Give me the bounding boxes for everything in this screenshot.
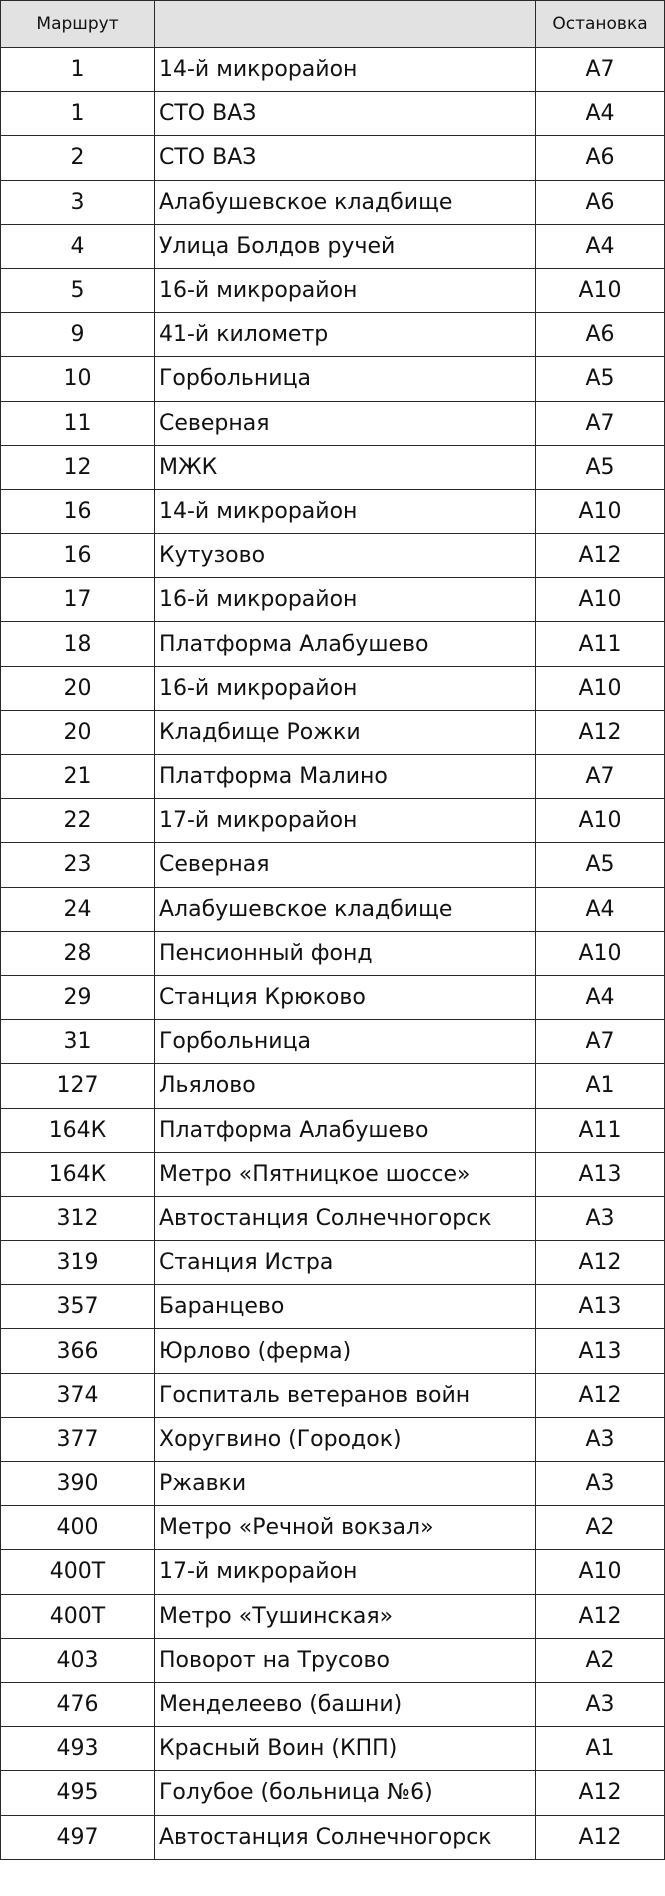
stop-cell: А3: [536, 1682, 665, 1726]
destination-cell: Пенсионный фонд: [155, 931, 536, 975]
table-row: [1, 136, 665, 180]
stop-cell: А4: [536, 224, 665, 268]
destination-cell: Платформа Алабушево: [155, 622, 536, 666]
stop-cell: А4: [536, 92, 665, 136]
stop-cell: А5: [536, 445, 665, 489]
destination-cell: МЖК: [155, 445, 536, 489]
destination-cell: Юрлово (ферма): [155, 1329, 536, 1373]
route-cell: 28: [1, 931, 155, 975]
stop-cell: А10: [536, 578, 665, 622]
destination-cell: Метро «Речной вокзал»: [155, 1506, 536, 1550]
column-header-route: Маршрут: [1, 1, 155, 48]
table-row: [1, 1152, 665, 1196]
destination-cell: Метро «Тушинская»: [155, 1594, 536, 1638]
destination-cell: Автостанция Солнечногорск: [155, 1815, 536, 1859]
route-cell: 21: [1, 755, 155, 799]
table-row: [1, 1417, 665, 1461]
stop-cell: А5: [536, 357, 665, 401]
stop-cell: А6: [536, 313, 665, 357]
destination-cell: Улица Болдов ручей: [155, 224, 536, 268]
table-row: [1, 445, 665, 489]
column-header-destination: [155, 1, 536, 48]
route-cell: 31: [1, 1020, 155, 1064]
route-cell: 319: [1, 1241, 155, 1285]
stop-cell: А2: [536, 1638, 665, 1682]
column-header-stop: Остановка: [536, 1, 665, 48]
destination-cell: Горбольница: [155, 1020, 536, 1064]
stop-cell: А3: [536, 1417, 665, 1461]
destination-cell: 14-й микрорайон: [155, 489, 536, 533]
table-row: [1, 534, 665, 578]
table-row: [1, 180, 665, 224]
stop-cell: А11: [536, 1108, 665, 1152]
route-cell: 127: [1, 1064, 155, 1108]
table-row: [1, 578, 665, 622]
stop-cell: А12: [536, 1771, 665, 1815]
destination-cell: Хоругвино (Городок): [155, 1417, 536, 1461]
table-row: [1, 1196, 665, 1240]
destination-cell: 17-й микрорайон: [155, 799, 536, 843]
route-cell: 17: [1, 578, 155, 622]
stop-cell: А4: [536, 975, 665, 1019]
route-cell: 3: [1, 180, 155, 224]
table-row: [1, 799, 665, 843]
table-header-row: [1, 1, 665, 48]
destination-cell: 41-й километр: [155, 313, 536, 357]
route-cell: 164К: [1, 1108, 155, 1152]
stop-cell: А6: [536, 136, 665, 180]
table-body: [1, 48, 665, 1860]
destination-cell: Поворот на Трусово: [155, 1638, 536, 1682]
table-row: [1, 931, 665, 975]
stop-cell: А12: [536, 1815, 665, 1859]
stop-cell: А7: [536, 1020, 665, 1064]
route-cell: 9: [1, 313, 155, 357]
table-row: [1, 843, 665, 887]
route-cell: 374: [1, 1373, 155, 1417]
destination-cell: Алабушевское кладбище: [155, 887, 536, 931]
stop-cell: А5: [536, 843, 665, 887]
destination-cell: 16-й микрорайон: [155, 268, 536, 312]
route-cell: 377: [1, 1417, 155, 1461]
route-cell: 20: [1, 666, 155, 710]
stop-cell: А1: [536, 1064, 665, 1108]
stop-cell: А13: [536, 1152, 665, 1196]
table-row: [1, 268, 665, 312]
route-cell: 312: [1, 1196, 155, 1240]
route-cell: 23: [1, 843, 155, 887]
route-cell: 495: [1, 1771, 155, 1815]
table-row: [1, 48, 665, 92]
destination-cell: Красный Воин (КПП): [155, 1727, 536, 1771]
table-row: [1, 755, 665, 799]
stop-cell: А10: [536, 1550, 665, 1594]
stop-cell: А10: [536, 666, 665, 710]
table-row: [1, 489, 665, 533]
table-row: [1, 1727, 665, 1771]
table-row: [1, 1815, 665, 1859]
table-row: [1, 1638, 665, 1682]
stop-cell: А7: [536, 401, 665, 445]
destination-cell: 16-й микрорайон: [155, 666, 536, 710]
stop-cell: А10: [536, 799, 665, 843]
route-cell: 10: [1, 357, 155, 401]
route-cell: 497: [1, 1815, 155, 1859]
table-row: [1, 622, 665, 666]
destination-cell: Северная: [155, 401, 536, 445]
stop-cell: А12: [536, 1241, 665, 1285]
destination-cell: 16-й микрорайон: [155, 578, 536, 622]
destination-cell: Горбольница: [155, 357, 536, 401]
stop-cell: А13: [536, 1285, 665, 1329]
route-cell: 400Т: [1, 1550, 155, 1594]
route-cell: 1: [1, 48, 155, 92]
table-row: [1, 1108, 665, 1152]
table-row: [1, 710, 665, 754]
route-cell: 400: [1, 1506, 155, 1550]
stop-cell: А6: [536, 180, 665, 224]
destination-cell: Менделеево (башни): [155, 1682, 536, 1726]
table-row: [1, 357, 665, 401]
stop-cell: А12: [536, 1594, 665, 1638]
table-row: [1, 1462, 665, 1506]
route-cell: 1: [1, 92, 155, 136]
stop-cell: А7: [536, 48, 665, 92]
destination-cell: Метро «Пятницкое шоссе»: [155, 1152, 536, 1196]
destination-cell: Автостанция Солнечногорск: [155, 1196, 536, 1240]
stop-cell: А7: [536, 755, 665, 799]
stop-cell: А10: [536, 268, 665, 312]
stop-cell: А3: [536, 1462, 665, 1506]
stop-cell: А1: [536, 1727, 665, 1771]
table-row: [1, 224, 665, 268]
stop-cell: А13: [536, 1329, 665, 1373]
destination-cell: Голубое (больница №6): [155, 1771, 536, 1815]
destination-cell: Льялово: [155, 1064, 536, 1108]
route-cell: 4: [1, 224, 155, 268]
stop-cell: А11: [536, 622, 665, 666]
destination-cell: Станция Крюково: [155, 975, 536, 1019]
table-row: [1, 887, 665, 931]
route-cell: 2: [1, 136, 155, 180]
stop-cell: А10: [536, 489, 665, 533]
table-row: [1, 1771, 665, 1815]
destination-cell: СТО ВАЗ: [155, 136, 536, 180]
destination-cell: Станция Истра: [155, 1241, 536, 1285]
stop-cell: А10: [536, 931, 665, 975]
destination-cell: Госпиталь ветеранов войн: [155, 1373, 536, 1417]
destination-cell: Платформа Алабушево: [155, 1108, 536, 1152]
route-cell: 493: [1, 1727, 155, 1771]
route-cell: 400Т: [1, 1594, 155, 1638]
route-cell: 403: [1, 1638, 155, 1682]
route-cell: 18: [1, 622, 155, 666]
table-row: [1, 313, 665, 357]
stop-cell: А12: [536, 534, 665, 578]
table-row: [1, 1506, 665, 1550]
table-row: [1, 666, 665, 710]
destination-cell: 17-й микрорайон: [155, 1550, 536, 1594]
destination-cell: Алабушевское кладбище: [155, 180, 536, 224]
route-cell: 164К: [1, 1152, 155, 1196]
destination-cell: Кладбище Рожки: [155, 710, 536, 754]
destination-cell: Ржавки: [155, 1462, 536, 1506]
route-cell: 476: [1, 1682, 155, 1726]
table-row: [1, 1682, 665, 1726]
route-cell: 22: [1, 799, 155, 843]
destination-cell: СТО ВАЗ: [155, 92, 536, 136]
table-row: [1, 1329, 665, 1373]
destination-cell: Кутузово: [155, 534, 536, 578]
table-row: [1, 401, 665, 445]
table-row: [1, 1285, 665, 1329]
destination-cell: Платформа Малино: [155, 755, 536, 799]
destination-cell: 14-й микрорайон: [155, 48, 536, 92]
route-cell: 390: [1, 1462, 155, 1506]
stop-cell: А3: [536, 1196, 665, 1240]
table-row: [1, 975, 665, 1019]
table-row: [1, 1020, 665, 1064]
table-row: [1, 1241, 665, 1285]
route-cell: 5: [1, 268, 155, 312]
route-cell: 20: [1, 710, 155, 754]
route-cell: 29: [1, 975, 155, 1019]
route-cell: 11: [1, 401, 155, 445]
table-row: [1, 1550, 665, 1594]
destination-cell: Баранцево: [155, 1285, 536, 1329]
table-row: [1, 92, 665, 136]
route-cell: 357: [1, 1285, 155, 1329]
route-cell: 16: [1, 489, 155, 533]
route-cell: 16: [1, 534, 155, 578]
stop-cell: А12: [536, 1373, 665, 1417]
stop-cell: А4: [536, 887, 665, 931]
table-row: [1, 1373, 665, 1417]
destination-cell: Северная: [155, 843, 536, 887]
route-cell: 12: [1, 445, 155, 489]
table-row: [1, 1064, 665, 1108]
route-cell: 24: [1, 887, 155, 931]
stop-cell: А12: [536, 710, 665, 754]
stop-cell: А2: [536, 1506, 665, 1550]
table-row: [1, 1594, 665, 1638]
route-cell: 366: [1, 1329, 155, 1373]
